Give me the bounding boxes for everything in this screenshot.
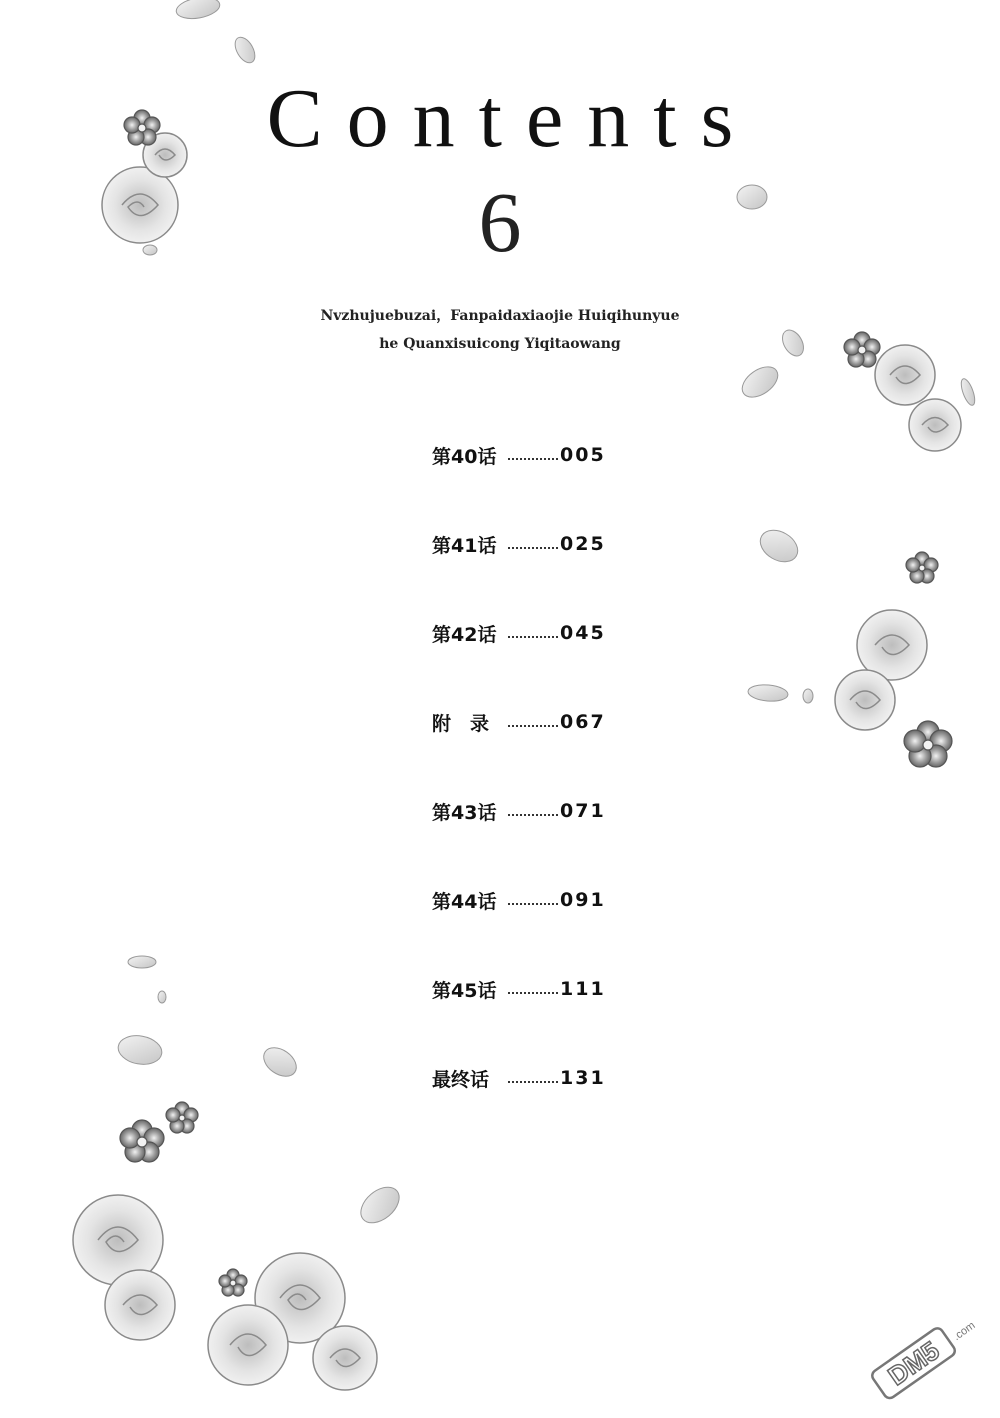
- toc-entry-label: 第44话: [432, 890, 497, 913]
- series-subtitle: [0, 302, 1000, 358]
- petal-icon: [258, 1042, 301, 1082]
- petal-icon: [737, 361, 784, 404]
- dot-leader: [508, 812, 558, 816]
- toc-entry[interactable]: [432, 440, 612, 470]
- dot-leader: [508, 990, 558, 994]
- toc-entry-page: 131: [560, 1067, 606, 1089]
- petal-icon: [755, 524, 804, 568]
- toc-entry-label: 第41话: [432, 534, 497, 557]
- petal-icon: [354, 1180, 406, 1230]
- subtitle-line-2: he Quanxisuicong Yiqitaowang: [379, 336, 621, 352]
- dot-leader: [508, 456, 558, 460]
- toc-entry[interactable]: [432, 974, 612, 1004]
- toc-entry-label: 第42话: [432, 623, 497, 646]
- volume-number: 6: [478, 174, 522, 270]
- toc-entry[interactable]: [432, 707, 612, 737]
- table-of-contents: [432, 440, 612, 1093]
- petal-icon: [128, 956, 156, 968]
- toc-entry-label: 第45话: [432, 979, 497, 1002]
- page-title: Contents: [266, 72, 758, 165]
- toc-entry[interactable]: [432, 1063, 612, 1093]
- petal-icon: [959, 377, 978, 407]
- petal-icon: [231, 34, 259, 66]
- rose-icon: [909, 399, 961, 451]
- petal-icon: [158, 991, 166, 1003]
- toc-entry-label: 最终话: [432, 1068, 490, 1091]
- dm5-watermark-logo: [860, 1300, 980, 1400]
- watermark-text: DM5: [882, 1335, 945, 1392]
- petal-icon: [747, 683, 788, 702]
- blossom-icon: [906, 552, 938, 583]
- rose-icon: [313, 1326, 377, 1390]
- toc-entry[interactable]: [432, 885, 612, 915]
- toc-entry-page: 005: [560, 444, 606, 466]
- watermark-domain: .com: [951, 1319, 978, 1344]
- dot-leader: [508, 634, 558, 638]
- petal-icon: [803, 689, 813, 703]
- dot-leader: [508, 545, 558, 549]
- blossom-icon: [904, 721, 952, 767]
- dot-leader: [508, 901, 558, 905]
- rose-icon: [835, 670, 895, 730]
- dot-leader: [508, 723, 558, 727]
- toc-entry-page: 025: [560, 533, 606, 555]
- rose-icon: [208, 1305, 288, 1385]
- rose-icon: [105, 1270, 175, 1340]
- toc-entry[interactable]: [432, 618, 612, 648]
- dot-leader: [508, 1079, 558, 1083]
- toc-entry-label: 第40话: [432, 445, 497, 468]
- toc-entry-page: 111: [560, 978, 606, 1000]
- subtitle-line-1: Nvzhujuebuzai，Fanpaidaxiaojie Huiqihunyue: [320, 308, 680, 324]
- blossom-icon: [219, 1269, 247, 1296]
- blossom-icon: [166, 1102, 198, 1133]
- toc-entry-page: 091: [560, 889, 606, 911]
- toc-entry[interactable]: [432, 796, 612, 826]
- toc-entry-label: 第43话: [432, 801, 497, 824]
- petal-icon: [175, 0, 222, 22]
- blossom-icon: [120, 1120, 164, 1162]
- toc-entry[interactable]: [432, 529, 612, 559]
- petal-icon: [116, 1032, 164, 1067]
- toc-entry-page: 067: [560, 711, 606, 733]
- toc-entry-page: 045: [560, 622, 606, 644]
- toc-entry-label: 附 录: [432, 712, 490, 735]
- toc-entry-page: 071: [560, 800, 606, 822]
